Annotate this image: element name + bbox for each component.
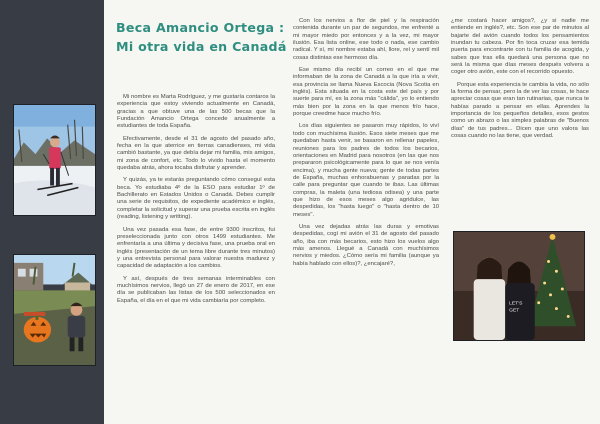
paragraph: ¿me costará hacer amigos?, ¿y si nadie me entiende en inglés?, etc. Son ese par de minutos al bajarte del avión cuando todos los pensamientos inundan tu cabeza. Por fin toca cruzar esa temida puerta para encontrarte con tu familia de acogida, y sabes que tras ella quedará una persona que no será la misma que días meses después volvera a coger otro avión, este con el recorrido opuesto. xyxy=(451,18,589,76)
paragraph: Y así, después de tres semanas interminables con muchísimos nervios, llegó un 27 de enero de 2017, en ese día se publicaban las listas de los 500 seleccionados en España, el día en el que mi vida cambiaría por completo. xyxy=(117,275,275,304)
svg-text:GET: GET xyxy=(509,308,520,314)
halloween-photo xyxy=(13,254,96,366)
title-line-2: Mi otra vida en Canadá xyxy=(116,39,287,54)
paragraph: Efectivamente, desde el 31 de agosto del pasado año, fecha en la que aterrice en tierras canadienses, mi vida cambió bastante, ya que debía dejar mi familia, mis amigos, mi zona de confort, etc. Todo lo vivido hasta el momento quedaba atrás, ahora tocaba disfrutar y aprender. xyxy=(117,135,275,172)
paragraph: Una vez dejadas atrás las duras y emotivas despedidas, cogí mi avión el 31 de agosto del pasado año, iba con más becarios, esto hizo los vuelos algo más amenos. Llegué a Canadá con muchísimos nervios y miedos. ¿Cómo sería mi familia (aunque ya había hablado con ellos)?, ¿encajaré?, xyxy=(293,223,439,267)
paragraph: Ese mismo día recibí un correo en el que me informaban de la zona de Canadá a la que iría a vivir, esa provincia se llama Nueva Escocia (Nova Scotia en inglés). Esta situada en la costa este del país y por suerte para mí, es la zona más "cálida", yo lo entiendo más bien por la zona en la que menos frío hace, porque creedme hace mucho frío. xyxy=(293,67,439,118)
snow-photo xyxy=(13,104,96,216)
paragraph: Los días siguientes se pasaron muy rápidos, lo viví todo con muchísima ilusión. Esos siete meses que me quedaban hasta venir, se basaron en rellenar papeles, reuniones para los padres de todos los becarios, orientaciones en Madrid para nosotros (en las que nos prepararon psicológicamente para lo que se nos venía encima), y mucha gente nueva; gente de todas partes de España, muchas enhorabuenas y paradas por la calle para preguntar que cuando te ibas. Las últimas compras, la maleta (una tediosa odisea) y una parte que hizo de esos meses algo agridulce, las despedidas, los "hasta luego" o "hasta dentro de 10 meses". xyxy=(293,123,439,218)
paragraph: Mi nombre es Marta Rodríguez, y me gustaría contaros la experiencia que estoy viviendo actualmente en Canadá, gracias a que obtuve una de las 500 becas que la Fundación Amancio Ortega concede anualmente a estudiantes de toda España. xyxy=(117,94,275,130)
column-3 xyxy=(451,18,589,146)
column-2 xyxy=(293,18,439,273)
paragraph: Con los nervios a flor de piel y la respiración contenida durante un par de segundos, me enfrenté a mi mayor miedo por entonces y a la vez, mi mayor ilusión. Esa lista online, ese todo o nada, ese cambio radical. Y sí, mi nombre estaba ahí, llore, reí y sentí mil cosas distintas ese hermoso día. xyxy=(293,18,439,61)
title-line-1: Beca Amancio Ortega : xyxy=(116,20,285,35)
column-1 xyxy=(117,94,275,310)
svg-text:LET'S: LET'S xyxy=(509,301,523,307)
paragraph: Porque esta experiencia te cambia la vida, no sólo la forma de pensar, pero la de ver las cosas, te hace apreciar cosas que eran tan rutinarias, que nunca te habías parado a pensar en ellas. Aprendes la importancia de los pequeños detalles, esos gestos como un abrazo o las simples palabras de "Buenos días" de tus padres... Dicen que uno valora las cosas cuando no las tiene, que verdad. xyxy=(451,81,589,140)
paragraph: Y quizás, ya te estarás preguntando cómo conseguí esta beca. Yo estudiaba 4º de la ESO para estudiar 1º de Bachillerato en Estados Unidos o Canadá. Debes cumplir una serie de requisitos, de expediente académico e inglés, completar la solicitud y superar una prueba escrita en inglés (reading, listening y writting). xyxy=(117,177,275,221)
christmas-photo xyxy=(453,231,585,341)
article-title xyxy=(116,18,296,56)
paragraph: Una vez pasada esa fase, de entre 9300 inscritos, fui preseleccionada junto con otros 1499 estudiantes. Me enfrentaría a una última y decisiva fase, una prueba oral en inglés (presentación de un tema libre durante tres minutos) y una entrevista personal para valorar nuestra madurez y capacidad de adaptación a los cambios. xyxy=(117,226,275,270)
